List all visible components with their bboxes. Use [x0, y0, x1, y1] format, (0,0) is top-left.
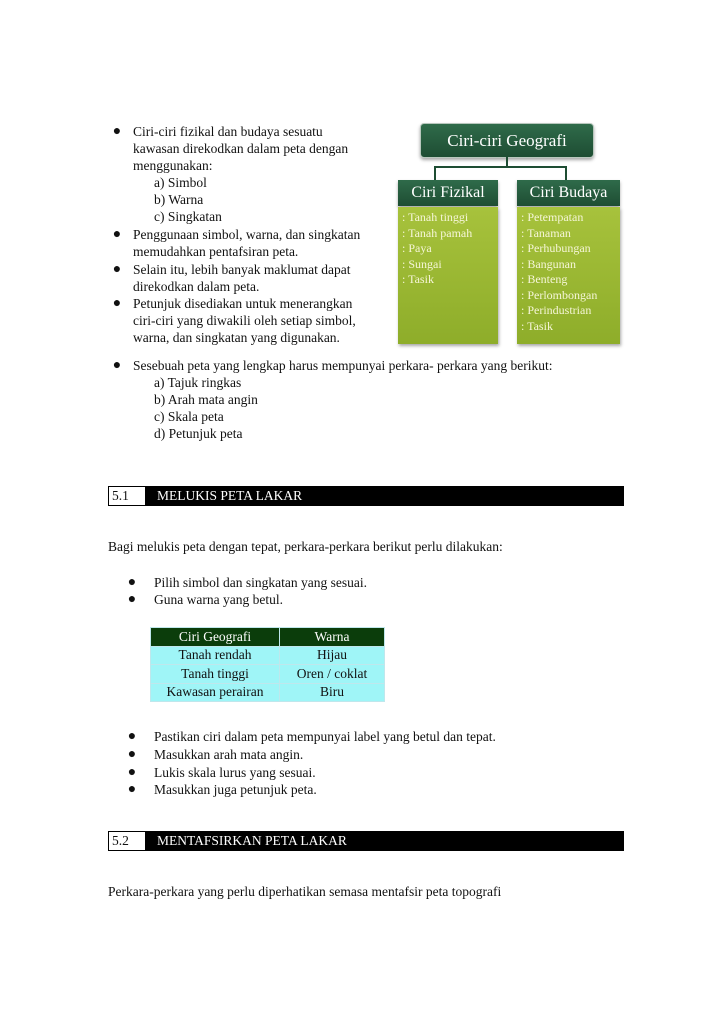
section-number: 5.2 — [109, 832, 144, 850]
fizikal-list — [398, 207, 498, 344]
section1-intro: Bagi melukis peta dengan tepat, perkara-perkara berikut perlu dilakukan: — [108, 539, 503, 554]
intro-bullet-4-line-1: Petunjuk disediakan untuk menerangkan — [133, 296, 353, 311]
table-cell: Biru — [280, 683, 385, 702]
budaya-item: : Tanaman — [521, 225, 571, 240]
table-header-cell: Warna — [280, 628, 385, 647]
complete-map-item: b) Arah mata angin — [154, 392, 258, 407]
color-table — [150, 627, 385, 702]
table-cell: Oren / coklat — [280, 665, 385, 684]
bullet-icon: ● — [127, 765, 137, 780]
intro-bullet-3-line-2: direkodkan dalam peta. — [133, 279, 260, 294]
budaya-item: : Petempatan — [521, 210, 584, 224]
complete-map-item: d) Petunjuk peta — [154, 426, 243, 441]
intro-bullet-4-line-2: ciri-ciri yang diwakili oleh setiap simbol, — [133, 313, 356, 328]
intro-bullet-3-line-1: Selain itu, lebih banyak maklumat dapat — [133, 262, 351, 277]
table-header-cell: Ciri Geografi — [151, 628, 280, 647]
bullet-icon: ● — [112, 262, 122, 277]
bullet-icon: ● — [127, 782, 137, 797]
section-number: 5.1 — [109, 487, 144, 505]
connector-line — [434, 166, 566, 168]
complete-map-item: a) Tajuk ringkas — [154, 375, 242, 390]
table-cell: Kawasan perairan — [151, 683, 280, 702]
intro-subitem-c: c) Singkatan — [154, 209, 222, 224]
budaya-item: : Benteng — [521, 272, 568, 286]
fizikal-item: : Tanah tinggi — [402, 210, 469, 224]
section2-intro: Perkara-perkara yang perlu diperhatikan semasa mentafsir peta topografi — [108, 884, 502, 899]
budaya-item: : Bangunan — [521, 256, 576, 271]
table-cell: Hijau — [280, 646, 385, 665]
bullet-icon: ● — [127, 747, 137, 762]
fizikal-item: : Tasik — [402, 272, 434, 286]
table-cell: Tanah tinggi — [151, 665, 280, 684]
bullet-icon: ● — [112, 124, 122, 139]
bullet-icon: ● — [127, 592, 137, 607]
diagram-title: Ciri-ciri Geografi — [420, 123, 594, 158]
section1-bullet: Pastikan ciri dalam peta mempunyai label yang betul dan tepat. — [154, 729, 496, 744]
section-title: MELUKIS PETA LAKAR — [145, 487, 623, 505]
budaya-item: : Perindustrian — [521, 303, 592, 317]
diagram-head-budaya: Ciri Budaya — [517, 180, 620, 206]
intro-bullet-1-line-1: Ciri-ciri fizikal dan budaya sesuatu — [133, 124, 323, 139]
bullet-icon: ● — [127, 575, 137, 590]
bullet-icon: ● — [112, 296, 122, 311]
table-row — [151, 665, 385, 684]
connector-line — [434, 166, 436, 180]
section1-bullet: Guna warna yang betul. — [154, 592, 283, 607]
table-row — [151, 646, 385, 665]
budaya-list — [517, 207, 620, 344]
fizikal-item: : Sungai — [402, 256, 442, 271]
bullet-icon: ● — [112, 227, 122, 242]
intro-bullet-2-line-2: memudahkan pentafsiran peta. — [133, 244, 299, 259]
fizikal-item: : Paya — [402, 241, 432, 255]
diagram-head-fizikal: Ciri Fizikal — [398, 180, 498, 206]
intro-subitem-a: a) Simbol — [154, 175, 207, 190]
fizikal-item: : Tanah pamah — [402, 225, 473, 240]
budaya-item: : Tasik — [521, 318, 553, 333]
budaya-item: : Perhubungan — [521, 241, 591, 255]
bullet-icon: ● — [127, 729, 137, 744]
intro-bullet-4-line-3: warna, dan singkatan yang digunakan. — [133, 330, 340, 345]
intro-bullet-1-line-2: kawasan direkodkan dalam peta dengan — [133, 141, 349, 156]
section-header-5-2 — [108, 831, 624, 851]
section1-bullet: Lukis skala lurus yang sesuai. — [154, 765, 316, 780]
complete-map-item: c) Skala peta — [154, 409, 224, 424]
intro-bullet-2-line-1: Penggunaan simbol, warna, dan singkatan — [133, 227, 361, 242]
bullet-icon: ● — [112, 358, 122, 373]
section1-bullet: Masukkan arah mata angin. — [154, 747, 304, 762]
table-header-row — [151, 628, 385, 647]
connector-line — [565, 166, 567, 180]
section-header-5-1 — [108, 486, 624, 506]
intro-subitem-b: b) Warna — [154, 192, 204, 207]
intro-bullet-1-line-3: menggunakan: — [133, 158, 213, 173]
section1-bullet: Pilih simbol dan singkatan yang sesuai. — [154, 575, 367, 590]
table-cell: Tanah rendah — [151, 646, 280, 665]
section-title: MENTAFSIRKAN PETA LAKAR — [145, 832, 623, 850]
section1-bullet: Masukkan juga petunjuk peta. — [154, 782, 317, 797]
table-row — [151, 683, 385, 702]
budaya-item: : Perlombongan — [521, 287, 598, 302]
complete-map-text: Sesebuah peta yang lengkap harus mempunyai perkara- perkara yang berikut: — [133, 358, 553, 373]
